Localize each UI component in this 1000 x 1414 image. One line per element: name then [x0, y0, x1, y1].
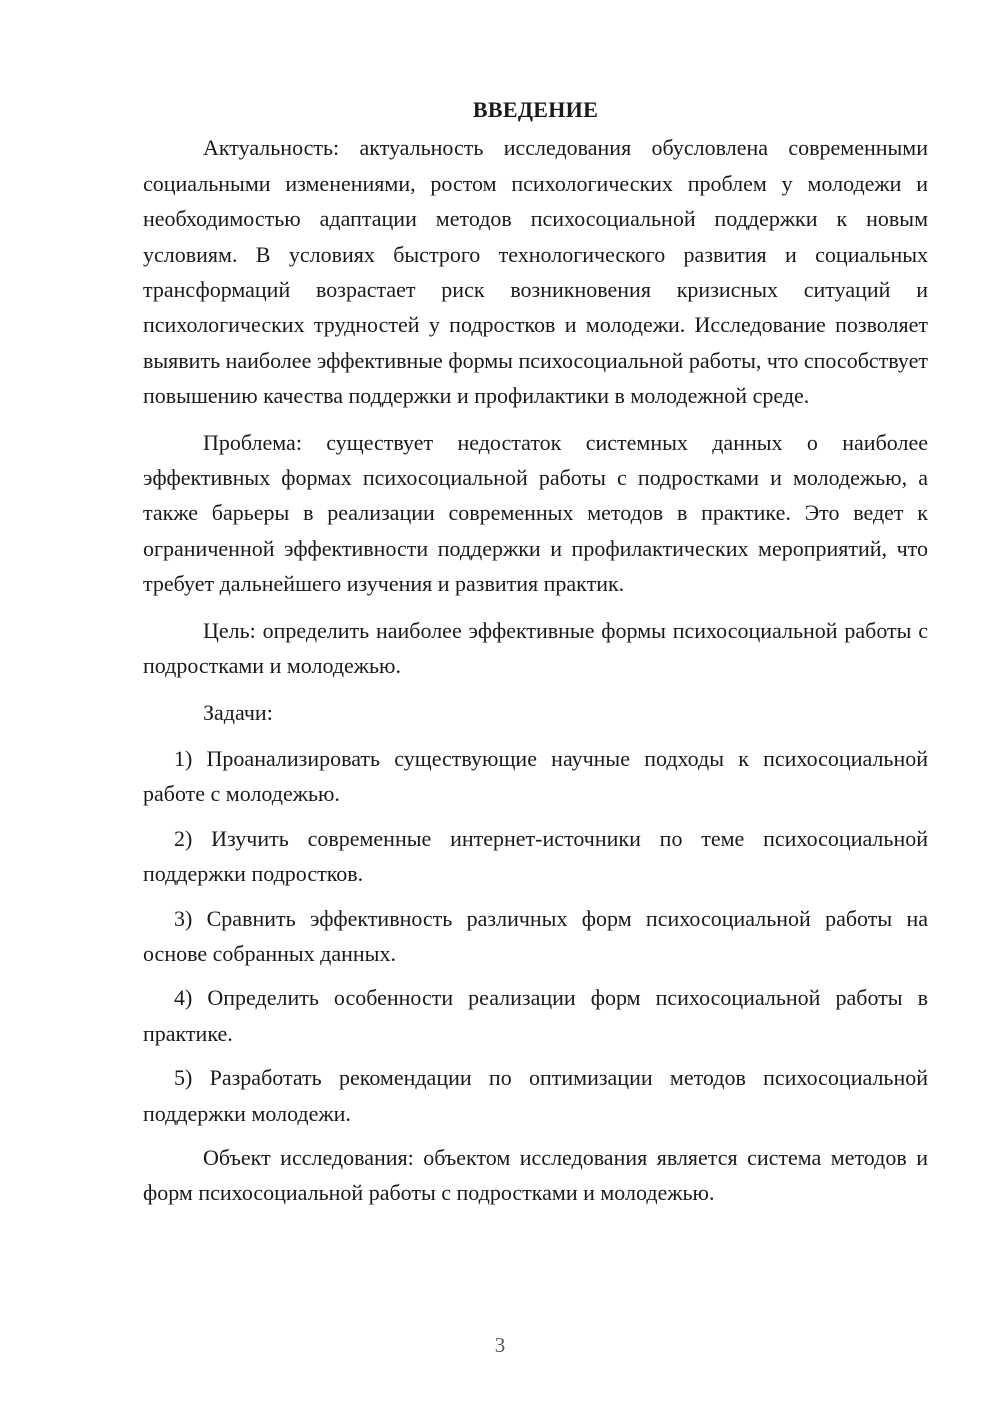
document-body: [143, 92, 928, 1222]
paragraph-object: Объект исследования: объектом исследования является система методов и форм психосоциальной работы с подростками и молодежью.: [143, 1144, 928, 1206]
paragraph-goal: Цель: определить наиболее эффективные формы психосоциальной работы с подростками и молодежью.: [143, 617, 928, 679]
task-item-5: 5) Разработать рекомендации по оптимизации методов психосоциальной поддержки молодежи.: [143, 1065, 928, 1126]
task-item-2: 2) Изучить современные интернет-источники по теме психосоциальной поддержки подростков.: [143, 825, 928, 887]
page-number: 3: [494, 1333, 506, 1357]
tasks-label: Задачи:: [203, 699, 273, 725]
section-heading: ВВЕДЕНИЕ: [472, 97, 599, 122]
paragraph-relevance: Актуальность: актуальность исследования обусловлена современными социальными изменениями, ростом психологических проблем у молодежи и необходимостью адаптации методов психосоциальной поддержки к новым условиям. В условиях быстрого технологического развития и социальных трансформаций возрастает риск возникновения кризисных ситуаций и психологических трудностей у подростков и молодежи. Исследование позволяет выявить наиболее эффективные формы психосоциальной работы, что способствует повышению качества поддержки и профилактики в молодежной среде.: [143, 135, 928, 409]
task-item-3: 3) Сравнить эффективность различных форм психосоциальной работы на основе собранных данных.: [143, 905, 928, 966]
task-item-1: 1) Проанализировать существующие научные подходы к психосоциальной работе с молодежью.: [143, 745, 928, 807]
task-item-4: 4) Определить особенности реализации форм психосоциальной работы в практике.: [143, 985, 928, 1046]
paragraph-problem: Проблема: существует недостаток системных данных о наиболее эффективных формах психосоциальной работы с подростками и молодежью, а также барьеры в реализации современных методов в практике. Это ведет к ограниченной эффективности поддержки и профилактических мероприятий, что требует дальнейшего изучения и развития практик.: [143, 429, 928, 597]
